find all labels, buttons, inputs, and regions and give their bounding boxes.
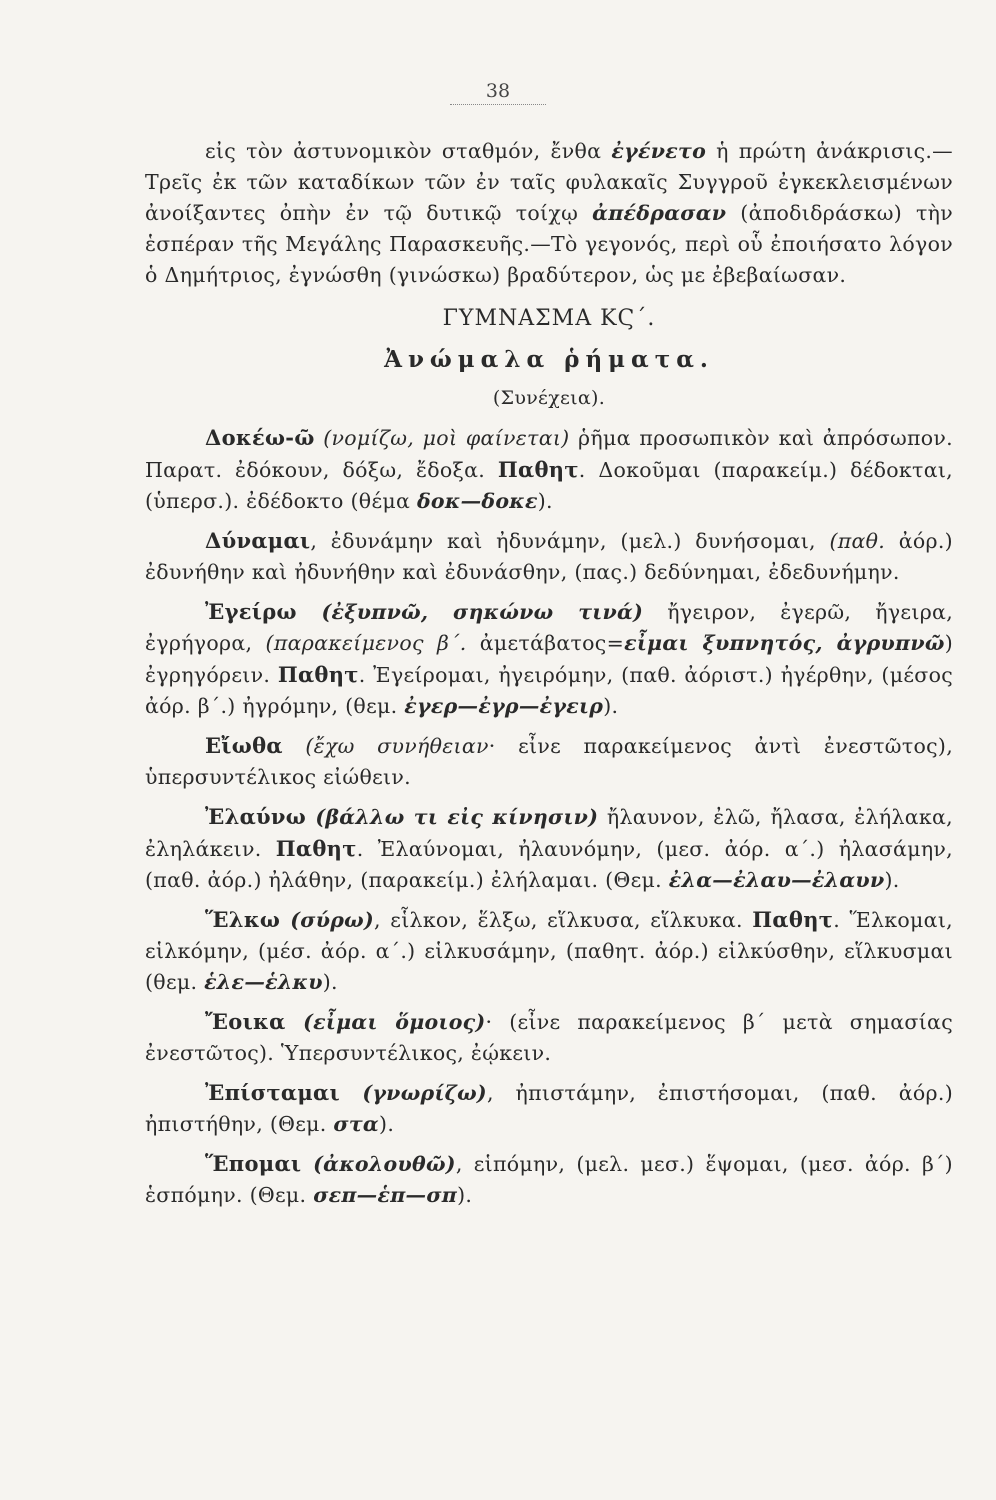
entry-2-run-4: ἀμετάβατος= (466, 631, 625, 655)
entry-2-run-9: ἐγερ—ἐγρ—ἐγειρ (404, 694, 604, 718)
entry-2-run-10: ). (603, 694, 619, 718)
entry-5-run-4: . Ἕλκομαι, εἱλκόμην, (μέσ. ἀόρ. α΄.) εἱλκυσάμην, (παθητ. ἀόρ.) εἱλκύσθην, εἵλκυσμαι (θεμ. (145, 908, 953, 994)
entry-8-run-2: , εἱπόμην, (μελ. μεσ.) ἕψομαι, (μεσ. ἀόρ. β΄) ἑσπόμην. (Θεμ. (145, 1152, 953, 1207)
entry-4-run-5: ἐλα—ἐλαυ—ἐλαυν (668, 868, 885, 892)
verb-entry (145, 1006, 953, 1069)
verb-entries (145, 422, 953, 1211)
entry-4-run-1: (βάλλω τι εἰς κίνησιν) (306, 805, 599, 829)
entry-0-run-6: ). (537, 489, 553, 513)
intro-run-4: (ἀποδιδράσκω) τὴν ἑσπέραν τῆς Μεγάλης Παρασκευῆς.—Τὸ γεγονός, περὶ οὗ ἐποιήσατο λόγον ὁ Δημήτριος, ἐγνώσθη (γινώσκω) βραδύτερον, ὡς με ἐβεβαίωσαν. (145, 201, 953, 287)
entry-0-run-5: δοκ—δοκε (416, 489, 538, 513)
entry-7-run-1: (γνωρίζω) (339, 1081, 487, 1105)
entry-2-run-1: (ἐξυπνῶ, σηκώνω τινά) (296, 600, 644, 624)
entry-7-run-4: ). (379, 1112, 395, 1136)
verb-entry (145, 730, 953, 793)
entry-3-run-1: (ἔχω συνήθειαν (282, 734, 489, 758)
verb-entry (145, 801, 953, 896)
entry-8-run-1: (ἀκολουθῶ) (301, 1152, 456, 1176)
entry-2-run-0: Ἐγείρω (205, 599, 297, 624)
entry-5-run-1: (σύρω) (280, 908, 374, 932)
verb-entry (145, 1148, 953, 1211)
entry-1-run-3: ἀόρ.) ἐδυνήθην καὶ ἠδυνήθην καὶ ἐδυνάσθην, (πας.) δεδύνημαι, ἐδεδυνήμην. (145, 529, 953, 584)
entry-1-run-0: Δύναμαι (205, 528, 311, 553)
continuation-note: (Συνέχεια). (492, 387, 606, 409)
entry-4-run-3: Παθητ (275, 836, 357, 861)
exercise-heading: ΓΥΜΝΑΣΜΑ ΚϚ΄. (442, 306, 656, 331)
verb-entry (145, 525, 953, 588)
entry-3-run-0: Εἴωθα (205, 733, 283, 758)
intro-run-2: ἡ πρώτη ἀνάκρισις.—Τρεῖς ἐκ τῶν καταδίκων τῶν ἐν ταῖς φυλακαῖς Συγγροῦ ἐγκεκλεισμένων ἀνοίξαντες ὀπὴν ἐν τῷ δυτικῷ τοίχῳ (145, 139, 953, 225)
entry-0-run-1: (νομίζω, μοὶ φαίνεται) (314, 426, 570, 450)
entry-7-run-2: , ἠπιστάμην, ἐπιστήσομαι, (παθ. ἀόρ.) ἠπιστήθην, (Θεμ. (145, 1081, 953, 1136)
page-text (145, 136, 953, 1211)
verb-entry (145, 596, 953, 722)
entry-0-run-0: Δοκέω-ῶ (205, 425, 315, 450)
page-number: 38 (0, 80, 996, 105)
entry-2-run-7: Παθητ (277, 662, 359, 687)
section-title: Ἀνώμαλα ῥήματα. (384, 346, 714, 373)
entry-1-run-2: (παθ. (829, 529, 886, 553)
entry-6-run-0: Ἔοικα (205, 1009, 286, 1034)
entry-6-run-1: (εἶμαι ὅμοιος) (285, 1010, 486, 1034)
entry-8-run-4: ). (457, 1183, 473, 1207)
entry-4-run-4: . Ἐλαύνομαι, ἠλαυνόμην, (μεσ. ἀόρ. α΄.) ἠλασάμην, (παθ. ἀόρ.) ἠλάθην, (παρακείμ.) ἐλήλαμαι. (Θεμ. (145, 837, 953, 892)
entry-2-run-5: εἶμαι ξυπνητός, ἀγρυπνῶ (624, 631, 945, 655)
entry-2-run-6: ) ἐγρηγόρειν. (145, 631, 954, 687)
entry-5-run-5: ἑλε—ἑλκυ (204, 970, 323, 994)
verb-entry (145, 904, 953, 998)
entry-0-run-4: . Δοκοῦμαι (παρακείμ.) δέδοκται, (ὑπερσ.). ἐδέδοκτο (θέμα (145, 458, 953, 513)
page-number-rule (450, 104, 546, 105)
intro-paragraph (145, 136, 953, 291)
intro-run-3: ἀπέδρασαν (592, 201, 727, 225)
entry-4-run-2: ἤλαυνον, ἐλῶ, ἤλασα, ἐλήλακα, ἐληλάκειν. (145, 805, 953, 861)
verb-entry (145, 1077, 953, 1140)
entry-1-run-1: , ἐδυνάμην καὶ ἠδυνάμην, (μελ.) δυνήσομαι, (310, 529, 830, 553)
entry-2-run-3: (παρακείμενος β΄. (265, 631, 467, 655)
entry-5-run-0: Ἕλκω (205, 907, 281, 932)
entry-5-run-6: ). (322, 970, 338, 994)
entry-4-run-0: Ἐλαύνω (205, 804, 307, 829)
entry-2-run-8: . Ἐγείρομαι, ἠγειρόμην, (παθ. ἀόριστ.) ἠγέρθην, (μέσος ἀόρ. β΄.) ἠγρόμην, (θεμ. (145, 663, 953, 718)
entry-8-run-0: Ἕπομαι (205, 1151, 302, 1176)
entry-5-run-3: Παθητ (752, 907, 834, 932)
intro-run-0: εἰς τὸν ἀστυνομικὸν σταθμόν, ἔνθα (205, 139, 612, 163)
entry-0-run-2: ῥῆμα προσωπικὸν καὶ ἀπρόσωπον. Παρατ. ἐδόκουν, δόξω, ἔδοξα. (145, 426, 953, 482)
entry-7-run-3: στα (333, 1112, 380, 1136)
entry-3-run-2: · εἶνε παρακείμενος ἀντὶ ἐνεστῶτος), ὑπερσυντέλικος εἰώθειν. (145, 734, 954, 789)
entry-5-run-2: , εἷλκον, ἕλξω, εἵλκυσα, εἵλκυκα. (373, 908, 753, 932)
entry-7-run-0: Ἐπίσταμαι (205, 1080, 340, 1105)
intro-run-1: ἐγένετο (611, 139, 707, 163)
entry-6-run-2: · (εἶνε παρακείμενος β΄ μετὰ σημασίας ἐνεστῶτος). Ὑπερσυντέλικος, ἐῴκειν. (145, 1010, 953, 1065)
verb-entry (145, 422, 953, 517)
entry-4-run-6: ). (884, 868, 900, 892)
entry-2-run-2: ἤγειρον, ἐγερῶ, ἤγειρα, ἐγρήγορα, (145, 600, 954, 655)
entry-0-run-3: Παθητ (497, 457, 579, 482)
entry-8-run-3: σεπ—ἑπ—σπ (313, 1183, 458, 1207)
